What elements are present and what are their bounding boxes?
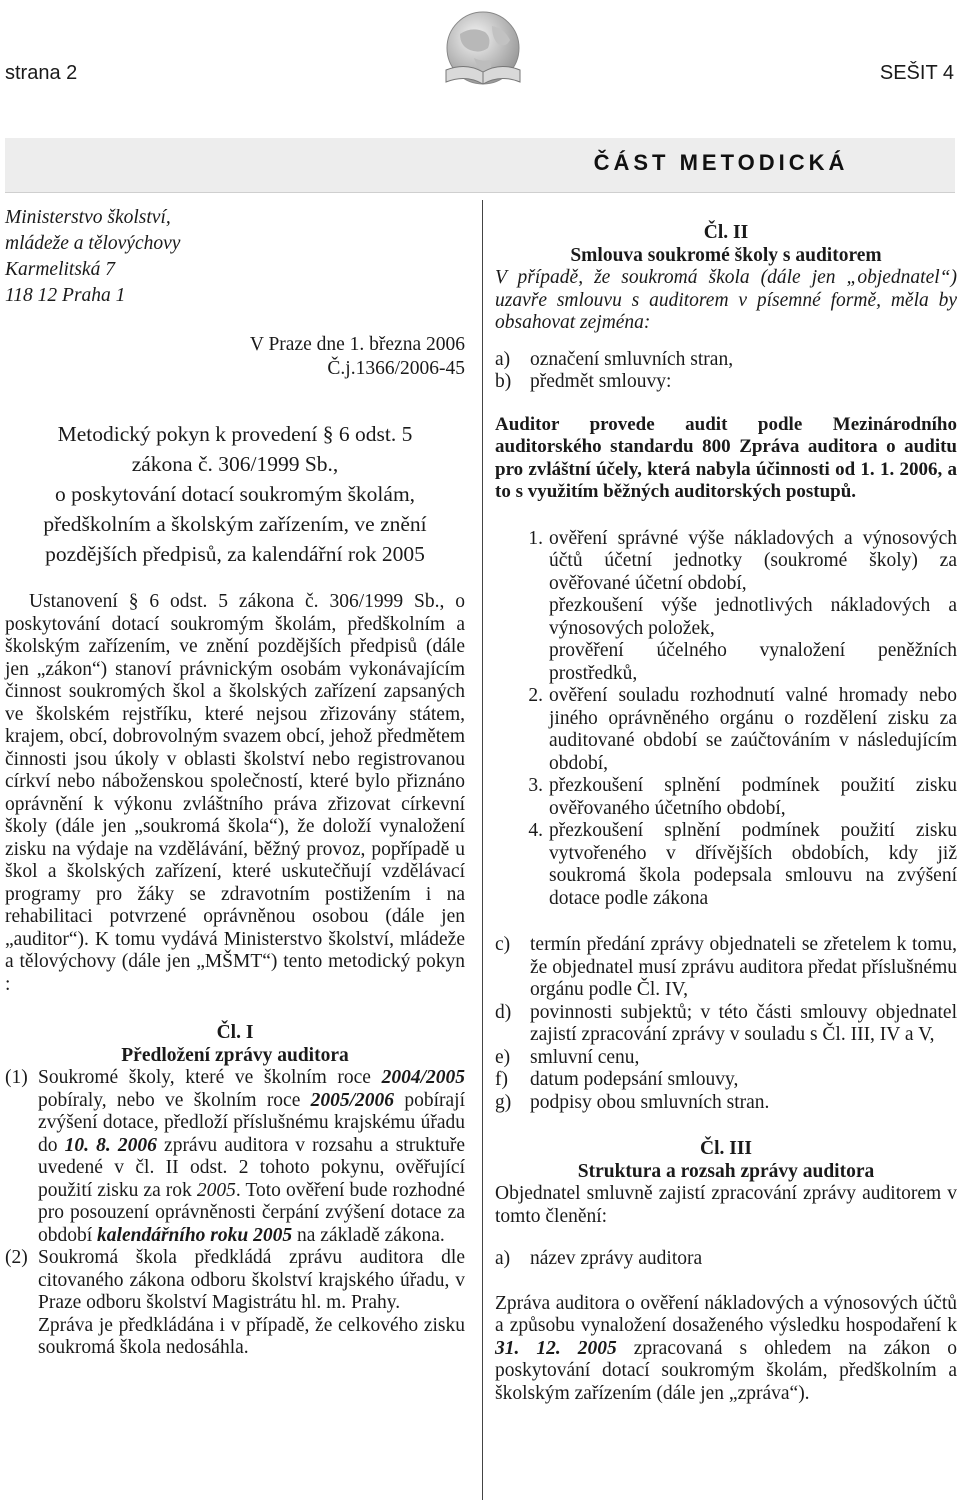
list-item — [495, 1069, 957, 1092]
numbered-item — [495, 685, 957, 775]
numbered-list — [495, 528, 957, 911]
items-cg — [495, 934, 957, 1114]
list-item — [495, 934, 957, 1002]
item-label: a) — [495, 1248, 511, 1269]
address-block — [5, 205, 465, 309]
item-text: termín předání zprávy objednateli se zřetelem k tomu, že objednatel musí zprávu auditora předat příslušnému orgánu podle Čl. IV, — [530, 934, 957, 1000]
text-run: kalendářního roku 2005 — [97, 1224, 293, 1246]
text-run: 2005 — [196, 1179, 236, 1201]
address-line: 118 12 Praha 1 — [5, 285, 126, 306]
item-text: název zprávy auditora — [530, 1248, 703, 1269]
item-text: podpisy obou smluvních stran. — [530, 1091, 770, 1113]
title-line: zákona č. 306/1999 Sb., — [131, 452, 339, 476]
text-run: 2005/2006 — [310, 1089, 395, 1111]
paragraph-label: (2) — [5, 1247, 28, 1268]
place-date: V Praze dne 1. března 2006 — [249, 334, 465, 355]
title-line: pozdějších předpisů, za kalendářní rok 2005 — [45, 542, 425, 566]
page-number: strana 2 — [5, 62, 78, 84]
address-line: mládeže a tělovýchovy — [5, 233, 181, 254]
document-title — [5, 419, 465, 569]
list-item — [495, 1248, 957, 1271]
text-run: zprávu auditora v rozsahu a struktuře uvedené v čl. II odst. 2 tohoto pokynu, ověřující použití zisku za rok — [38, 1134, 466, 1201]
list-item — [495, 1047, 957, 1070]
text-run: Soukromé školy, které ve školním roce — [38, 1067, 382, 1088]
paragraph-text-main: Soukromá škola předkládá zprávu auditora dle citovaného zákona odboru školství krajského úřadu, v Praze odboru školství Magistrátu hl. m. Prahy. — [38, 1247, 465, 1313]
item-label: b) — [495, 371, 512, 392]
article-3-heading: Struktura a rozsah zprávy auditora — [577, 1160, 875, 1182]
item-number: 3. — [528, 775, 543, 796]
text-run: Zpráva auditora o ověření nákladových a výnosových účtů a způsobu vynaložení dosaženého výsledku hospodaření k — [495, 1292, 957, 1336]
item-text: předmět smlouvy: — [530, 371, 672, 392]
title-line: o poskytování dotací soukromým školám, — [54, 482, 416, 506]
item-number: 4. — [528, 820, 543, 841]
right-column — [495, 222, 957, 1405]
text-run: 10. 8. 2006 — [64, 1134, 157, 1156]
item-sub-text: prověření účelného vynaložení peněžních prostředků, — [549, 640, 957, 684]
paragraph-label: (1) — [5, 1067, 28, 1088]
intro-paragraph: Ustanovení § 6 odst. 5 zákona č. 306/1999 Sb., o poskytování dotací soukromým školám, předškolním a školským zařízením, ve znění pozdějších předpisů (dále jen „zákon“) stanoví právnickým osobám vykonávajícím činnost soukromých škol a školských zařízení zapsaných ve školském rejstříku, které nejsou zřizovány státem, krajem, obcí, dobrovolným svazem obcí, jehož předmětem činnosti jsou úkoly v oblasti školství nebo registrovanou církví nebo náboženskou společností, které bylo přiznáno oprávnění k výkonu zvláštního práva zřizovat církevní školy (dále jen „soukromá škola“), že doloží vynaložení zisku na výdaje na vzdělávání, běžný provoz, popřípadě u škol a školských zařízení, které uskutečňují vzdělávací programy pro žáky se zdravotním postižením i na rehabilitaci potvrzené oprávněnou osobou (dále jen „auditor“). K tomu vydává Ministerstvo školství, mládeže a tělovýchovy (dále jen „MŠMT“) tento metodický pokyn : — [5, 591, 465, 995]
item-text: přezkoušení splnění podmínek použití zisku ověřovaného účetního období, — [549, 775, 957, 819]
numbered-item — [495, 775, 957, 820]
paragraph-text — [38, 1067, 465, 1247]
item-text: přezkoušení splnění podmínek použití zisku vytvořeného v dřívějších obdobích, kdy již soukromá škola podepsala smlouvu na zvýšení dotace podle zákona — [549, 820, 957, 909]
address-line: Karmelitská 7 — [5, 259, 115, 280]
item-label: g) — [495, 1091, 512, 1113]
list-item — [495, 371, 957, 394]
text-run: 2004/2005 — [381, 1067, 465, 1088]
article-1-paragraph-1 — [5, 1067, 465, 1247]
paragraph-text — [38, 1247, 465, 1360]
text-run: zpracovaná s ohledem na zákon o poskytování dotací soukromým školám, předškolním a školským zařízením (dále jen „zpráva“). — [495, 1337, 958, 1404]
item-text: označení smluvních stran, — [530, 348, 734, 370]
article-1-heading: Předložení zprávy auditora — [121, 1044, 349, 1066]
list-item — [495, 1002, 957, 1047]
item-text: datum podepsání smlouvy, — [530, 1069, 739, 1090]
item-main-text: ověření správné výše nákladových a výnosových účtů účetní jednotky (soukromé školy) za ověřované účetní období, — [549, 527, 957, 594]
item-text: povinnosti subjektů; v této části smlouvy objednatel zajistí zpracování zprávy v souladu s Čl. III, IV a V, — [530, 1001, 957, 1045]
item-text: smluvní cenu, — [530, 1046, 640, 1068]
text-run: pobíraly, nebo ve školním roce — [38, 1089, 311, 1111]
address-line: Ministerstvo školství, — [5, 207, 171, 228]
item-label: f) — [495, 1069, 508, 1090]
item-label: d) — [495, 1001, 512, 1023]
item-label: c) — [495, 934, 511, 955]
title-line: předškolním a školským zařízením, ve znění — [43, 512, 427, 536]
paragraph-text-note: Zpráva je předkládána i v případě, že celkového zisku soukromá škola nedosáhla. — [38, 1314, 465, 1358]
text-run: 31. 12. 2005 — [495, 1337, 617, 1359]
article-1-paragraph-2 — [5, 1247, 465, 1360]
article-3-closing — [495, 1293, 957, 1406]
article-2-number: Čl. II — [703, 222, 749, 243]
text-run: . Toto ověření bude rozhodné pro posouzení oprávněnosti čerpání zvýšení dotace za období — [38, 1179, 466, 1246]
item-text — [549, 528, 957, 686]
list-item — [495, 349, 957, 372]
article-3-intro: Objednatel smluvně zajistí zpracování zprávy auditorem v tomto členění: — [495, 1183, 957, 1227]
item-sub-text: přezkoušení výše jednotlivých nákladových a výnosových položek, — [549, 595, 957, 639]
items-ab — [495, 349, 957, 394]
item-label: a) — [495, 348, 511, 370]
issue-label: SEŠIT 4 — [879, 62, 954, 84]
item-number: 2. — [528, 685, 543, 706]
auditor-standard-text: Auditor provede audit podle Mezinárodního auditorského standardu 800 Zpráva auditora o auditu pro zvláštní účely, která nabyla účinnosti od 1. 1. 2006, a to s využitím běžných auditorských postupů. — [495, 413, 957, 502]
article-3-number: Čl. III — [699, 1138, 753, 1159]
article-2-heading: Smlouva soukromé školy s auditorem — [570, 244, 882, 266]
article-1-number: Čl. I — [216, 1022, 254, 1043]
article-2-intro: V případě, že soukromá škola (dále jen „objednatel“) uzavře smlouvu s auditorem v písemné formě, měla by obsahovat zejména: — [495, 267, 957, 333]
item-number: 1. — [528, 527, 543, 549]
reference-number: Č.j.1366/2006-45 — [327, 358, 465, 379]
item-label: e) — [495, 1046, 511, 1068]
item-text: ověření souladu rozhodnutí valné hromady nebo jiného oprávněného orgánu o rozdělení zisku za auditované období se zaúčtováním v následujícím období, — [549, 685, 957, 774]
numbered-item — [495, 528, 957, 686]
text-run: pobírají zvýšení dotace, předloží příslušnému krajskému úřadu do — [38, 1089, 465, 1156]
text-run: na základě zákona. — [292, 1224, 445, 1246]
left-column — [5, 205, 465, 1360]
list-item — [495, 1092, 957, 1115]
title-line: Metodický pokyn k provedení § 6 odst. 5 — [57, 422, 413, 446]
globe-book-logo — [430, 4, 536, 96]
column-divider — [482, 200, 483, 1500]
section-title: ČÁST METODICKÁ — [593, 150, 849, 175]
numbered-item — [495, 820, 957, 910]
